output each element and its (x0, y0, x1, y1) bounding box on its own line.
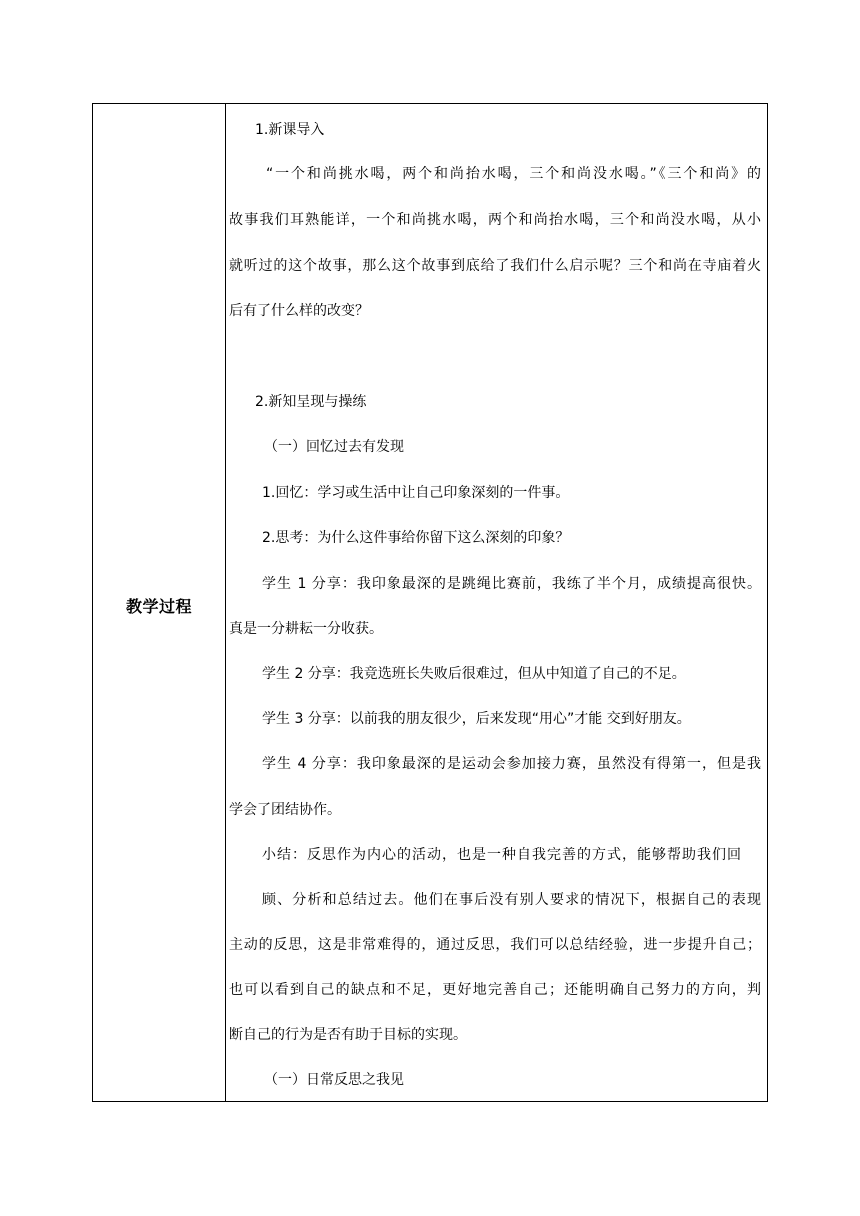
content-cell (226, 104, 767, 1101)
paragraph-line: 后有了什么样的改变？ (229, 303, 369, 319)
summary-line: 也可以看到自己的缺点和不足，更好地完善自己；还能明确自己努力的方向，判 (229, 982, 761, 998)
summary-line: 主动的反思，这是非常难得的，通过反思，我们可以总结经验，进一步提升自己； (229, 937, 761, 953)
summary-line: 顾、分析和总结过去。他们在事后没有别人要求的情况下，根据自己的表现 (262, 892, 761, 908)
subheading-recall: （一）回忆过去有发现 (264, 439, 404, 455)
summary-line: 断自己的行为是否有助于目标的实现。 (229, 1027, 467, 1043)
paragraph-line: 学生 2 分享：我竞选班长失败后很难过，但从中知道了自己的不足。 (262, 666, 686, 682)
paragraph-line: 故事我们耳熟能详，一个和尚挑水喝，两个和尚抬水喝，三个和尚没水喝，从小 (229, 212, 761, 228)
section-label-cell (93, 104, 226, 1101)
paragraph-line: 学生 3 分享：以前我的朋友很少，后来发现“用心”才能 交到好朋友。 (262, 711, 691, 727)
list-item: 1.回忆：学习或生活中让自己印象深刻的一件事。 (262, 485, 570, 501)
list-item: 2.思考：为什么这件事给你留下这么深刻的印象？ (262, 530, 570, 546)
paragraph-line: 就听过的这个故事，那么这个故事到底给了我们什么启示呢？三个和尚在寺庙着火 (229, 258, 761, 274)
subheading-daily-reflection: （一）日常反思之我见 (264, 1072, 404, 1088)
heading-new-lesson-intro: 1.新课导入 (255, 122, 325, 138)
lesson-table (92, 103, 768, 1102)
paragraph-line: 学生 1 分享：我印象最深的是跳绳比赛前，我练了半个月，成绩提高很快。 (262, 576, 761, 592)
heading-new-knowledge: 2.新知呈现与操练 (255, 394, 367, 410)
paragraph-line: 学会了团结协作。 (229, 802, 341, 818)
paragraph-line: 真是一分耕耘一分收获。 (229, 621, 383, 637)
paragraph-line: “一个和尚挑水喝，两个和尚抬水喝，三个和尚没水喝。”《三个和尚》的 (266, 166, 761, 182)
summary-line: 小结：反思作为内心的活动，也是一种自我完善的方式，能够帮助我们回 (262, 847, 741, 863)
paragraph-line: 学生 4 分享：我印象最深的是运动会参加接力赛，虽然没有得第一，但是我 (262, 756, 761, 772)
section-label: 教学过程 (125, 597, 192, 616)
